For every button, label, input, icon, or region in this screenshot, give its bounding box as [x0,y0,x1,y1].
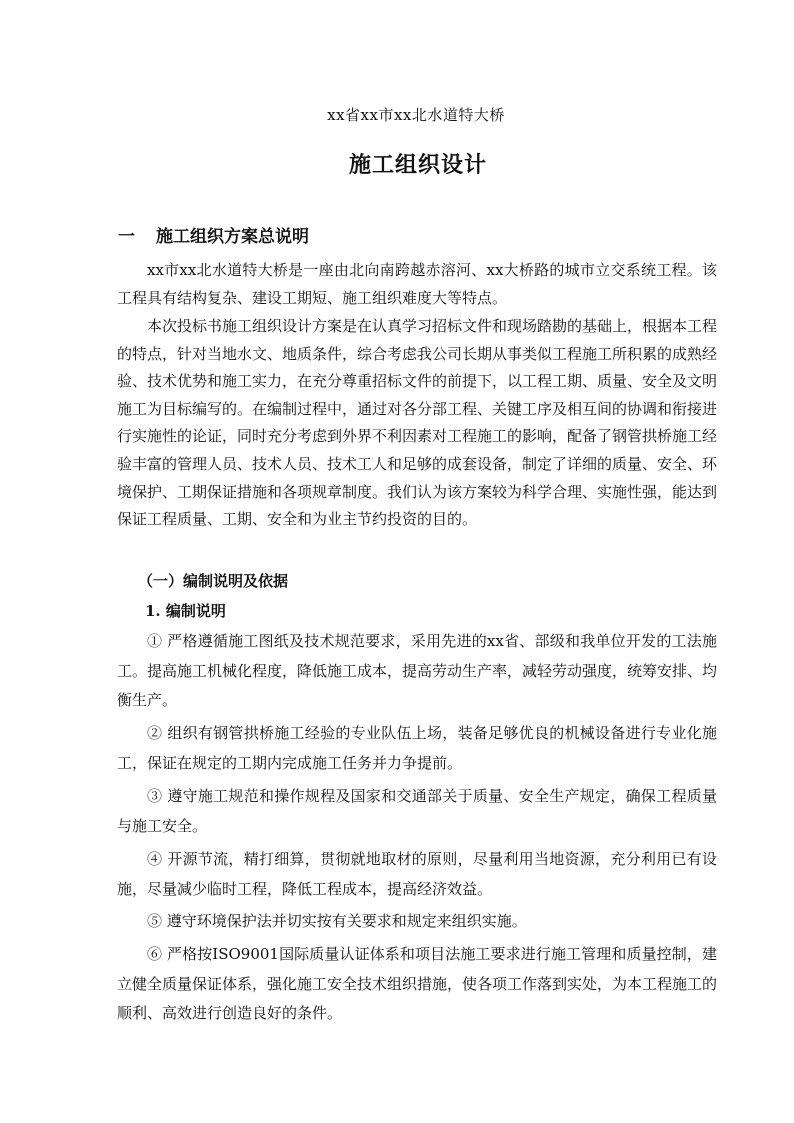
subsection-heading: （一）编制说明及依据 [138,572,289,590]
section-number: 一 [118,227,135,247]
list-item: ③ 遵守施工规范和操作规程及国家和交通部关于质量、安全生产规定，确保工程质量与施工安全。 [117,787,717,835]
list-item: ② 组织有钢管拱桥施工经验的专业队伍上场，装备足够优良的机械设备进行专业化施工，保证在规定的工期内完成施工任务并力争提前。 [117,724,717,772]
intro-paragraph-2: 本次投标书施工组织设计方案是在认真学习招标文件和现场踏勘的基础上，根据本工程的特点，针对当地水文、地质条件，综合考虑我公司长期从事类似工程施工所积累的成熟经验、技术优势和施工实力，在充分尊重招标文件的前提下，以工程工期、质量、安全及文明施工为目标编写的。在编制过程中，通过对各分部工程、关键工序及相互间的协调和衔接进行实施性的论证，同时充分考虑到外界不利因素对工程施工的影响，配备了钢管拱桥施工经验丰富的管理人员、技术人员、技术工人和足够的成套设备，制定了详细的质量、安全、环境保护、工期保证措施和各项规章制度。我们认为该方案较为科学合理、实施性强，能达到保证工程质量、工期、安全和为业主节约投资的目的。 [117,317,718,529]
document-title: 施工组织设计 [348,152,487,178]
list-item: ⑤ 遵守环境保护法并切实按有关要求和规定来组织实施。 [147,912,527,930]
item-heading: 1. 编制说明 [145,602,226,620]
list-item: ④ 开源节流，精打细算，贯彻就地取材的原则，尽量利用当地资源，充分利用已有设施，尽量减少临时工程，降低工程成本，提高经济效益。 [117,850,717,898]
list-item: ⑥ 严格按ISO9001国际质量认证体系和项目法施工要求进行施工管理和质量控制，建立健全质量保证体系，强化施工安全技术组织措施，使各项工作落到实处，为本工程施工的顺利、高效进行创造良好的条件。 [117,945,718,1022]
intro-paragraph-1: xx市xx北水道特大桥是一座由北向南跨越赤溶河、xx大桥路的城市立交系统工程。该工程具有结构复杂、建设工期短、施工组织难度大等特点。 [117,261,717,307]
list-item: ① 严格遵循施工图纸及技术规范要求，采用先进的xx省、部级和我单位开发的工法施工。提高施工机械化程度，降低施工成本，提高劳动生产率，减轻劳动强度，统筹安排、均衡生产。 [117,632,718,709]
section-heading [118,222,309,247]
section-heading-text: 施工组织方案总说明 [156,227,309,247]
document-subtitle: xx省xx市xx北水道特大桥 [327,106,505,124]
